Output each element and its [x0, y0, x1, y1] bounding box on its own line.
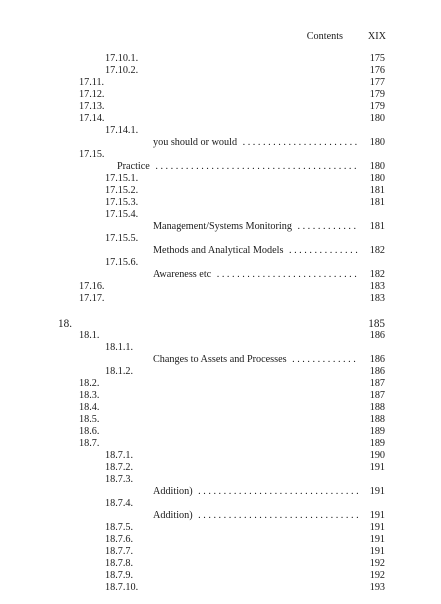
toc-entry-title: Addition): [153, 510, 196, 521]
toc-entry-title: Awareness etc: [153, 269, 214, 280]
toc-entry[interactable]: [0, 378, 441, 390]
toc-entry[interactable]: [0, 510, 441, 522]
toc-entry-number: 18.7.10.: [105, 582, 139, 593]
toc-entry-page: 186: [359, 354, 385, 366]
toc-entry[interactable]: [0, 293, 441, 305]
toc-entry[interactable]: [0, 173, 441, 185]
toc-entry-page: 180: [359, 137, 385, 149]
toc-entry[interactable]: [0, 77, 441, 89]
toc-entry-title: you should or would: [153, 137, 240, 148]
toc-entry[interactable]: [0, 390, 441, 402]
running-header-title: Contents: [306, 31, 343, 42]
toc-entry-page: 188: [359, 414, 385, 426]
toc-entry-number: 17.12.: [79, 89, 105, 100]
toc-entry[interactable]: [0, 522, 441, 534]
toc-entry[interactable]: [0, 558, 441, 570]
running-header: [0, 31, 441, 45]
toc-entry-number: 18.7.6.: [105, 534, 134, 545]
toc-entry[interactable]: [0, 366, 441, 378]
toc-entry[interactable]: [0, 582, 441, 594]
toc-entry-page: 186: [359, 366, 385, 378]
toc-entry[interactable]: [0, 113, 441, 125]
toc-entry[interactable]: [0, 269, 441, 281]
toc-entry-page: 189: [359, 438, 385, 450]
toc-entry-page: 180: [359, 113, 385, 125]
toc-entry[interactable]: [0, 137, 441, 149]
toc-entry-number: 18.7.9.: [105, 570, 134, 581]
toc-entry-number: 17.17.: [79, 293, 105, 304]
toc-entry-page: 192: [359, 570, 385, 582]
toc-entry-page: 176: [359, 65, 385, 77]
toc-entry-number: 17.15.1.: [105, 173, 139, 184]
toc-entry-page: 193: [359, 582, 385, 594]
toc-entry-page: 179: [359, 101, 385, 113]
toc-entry-number: 18.7.2.: [105, 462, 134, 473]
toc-entry[interactable]: [0, 197, 441, 209]
toc-entry[interactable]: [0, 534, 441, 546]
toc-entry-number: 18.5.: [79, 414, 100, 425]
toc-entry-number: 18.7.3.: [105, 474, 134, 485]
toc-entry-number: 17.10.1.: [105, 53, 139, 64]
toc-entry-number: 17.15.4.: [105, 209, 139, 220]
toc-entry-number: 17.14.: [79, 113, 105, 124]
toc-entry[interactable]: [0, 257, 441, 269]
toc-entry[interactable]: [0, 330, 441, 342]
toc-entry-number: 18.7.7.: [105, 546, 134, 557]
toc-entry-number: 18.: [58, 318, 72, 330]
toc-entry[interactable]: [0, 65, 441, 77]
toc-entry[interactable]: [0, 438, 441, 450]
toc-entry-page: 181: [359, 197, 385, 209]
toc-entry[interactable]: [0, 185, 441, 197]
toc-entry[interactable]: [0, 426, 441, 438]
toc-entry-number: 17.15.3.: [105, 197, 139, 208]
toc-entry[interactable]: [0, 281, 441, 293]
toc-entry-page: 181: [359, 221, 385, 233]
toc-entry-page: 177: [359, 77, 385, 89]
toc-entry[interactable]: [0, 209, 441, 221]
toc-entry-title: Changes to Assets and Processes: [153, 354, 290, 365]
toc-entry-page: 191: [359, 522, 385, 534]
toc-entry-page: 191: [359, 546, 385, 558]
toc-entry-number: 17.14.1.: [105, 125, 139, 136]
toc-entry-title: Management/Systems Monitoring: [153, 221, 295, 232]
chapter-gap: [0, 305, 441, 318]
toc-entry-number: 17.11.: [79, 77, 105, 88]
toc-entry-page: 180: [359, 173, 385, 185]
toc-entry[interactable]: [0, 125, 441, 137]
toc-entry-page: 180: [359, 161, 385, 173]
toc-entry-page: 183: [359, 281, 385, 293]
toc-entry-title: Methods and Analytical Models: [153, 245, 286, 256]
toc-entry-page: 191: [359, 486, 385, 498]
toc-entry-page: 189: [359, 426, 385, 438]
toc-entry-number: 18.6.: [79, 426, 100, 437]
toc-entry-page: 187: [359, 390, 385, 402]
toc-entry-number: 18.7.: [79, 438, 100, 449]
toc-entry[interactable]: [0, 450, 441, 462]
toc-entry[interactable]: [0, 546, 441, 558]
toc-entry-number: 18.2.: [79, 378, 100, 389]
toc-entry-page: 190: [359, 450, 385, 462]
toc-entry-title: Addition): [153, 486, 196, 497]
toc-entry-page: 181: [359, 185, 385, 197]
toc-entry-number: 17.15.: [79, 149, 105, 160]
toc-entry[interactable]: [0, 245, 441, 257]
toc-entry-title: Practice: [117, 161, 153, 172]
running-header-page-number: XIX: [367, 31, 386, 42]
toc-entry-page: 175: [359, 53, 385, 65]
toc-entry-page: 186: [359, 330, 385, 342]
toc-entry[interactable]: [0, 342, 441, 354]
toc-entry-page: 182: [359, 269, 385, 281]
toc-entry-number: 17.16.: [79, 281, 105, 292]
toc-entry-page: 183: [359, 293, 385, 305]
toc-entry[interactable]: [0, 402, 441, 414]
toc-entry[interactable]: [0, 570, 441, 582]
toc-entry[interactable]: [0, 354, 441, 366]
toc-entry[interactable]: [0, 486, 441, 498]
table-of-contents: [0, 53, 441, 594]
toc-entry-number: 18.7.8.: [105, 558, 134, 569]
toc-entry[interactable]: [0, 233, 441, 245]
toc-chapter-entry[interactable]: [0, 318, 441, 330]
toc-entry-number: 18.1.1.: [105, 342, 134, 353]
toc-entry-page: 192: [359, 558, 385, 570]
toc-entry-number: 17.15.6.: [105, 257, 139, 268]
toc-entry[interactable]: [0, 53, 441, 65]
toc-entry-page: 179: [359, 89, 385, 101]
toc-entry-number: 18.3.: [79, 390, 100, 401]
toc-entry-number: 17.15.2.: [105, 185, 139, 196]
toc-entry-number: 18.7.1.: [105, 450, 134, 461]
toc-entry-number: 18.4.: [79, 402, 100, 413]
toc-entry-page: 191: [359, 534, 385, 546]
toc-entry[interactable]: [0, 414, 441, 426]
toc-entry-number: 18.1.: [79, 330, 100, 341]
toc-entry-number: 17.15.5.: [105, 233, 139, 244]
toc-entry-number: 18.1.2.: [105, 366, 134, 377]
toc-entry[interactable]: [0, 161, 441, 173]
toc-entry-page: 188: [359, 402, 385, 414]
toc-entry-number: 17.10.2.: [105, 65, 139, 76]
toc-entry-number: 18.7.5.: [105, 522, 134, 533]
toc-entry[interactable]: [0, 101, 441, 113]
toc-entry-page: 191: [359, 462, 385, 474]
toc-entry-page: 185: [359, 318, 385, 330]
toc-entry[interactable]: [0, 474, 441, 486]
toc-entry-page: 191: [359, 510, 385, 522]
toc-entry[interactable]: [0, 498, 441, 510]
toc-entry-number: 18.7.4.: [105, 498, 134, 509]
toc-entry[interactable]: [0, 221, 441, 233]
toc-entry[interactable]: [0, 149, 441, 161]
toc-entry-page: 187: [359, 378, 385, 390]
toc-entry[interactable]: [0, 89, 441, 101]
toc-entry[interactable]: [0, 462, 441, 474]
toc-entry-page: 182: [359, 245, 385, 257]
toc-entry-number: 17.13.: [79, 101, 105, 112]
